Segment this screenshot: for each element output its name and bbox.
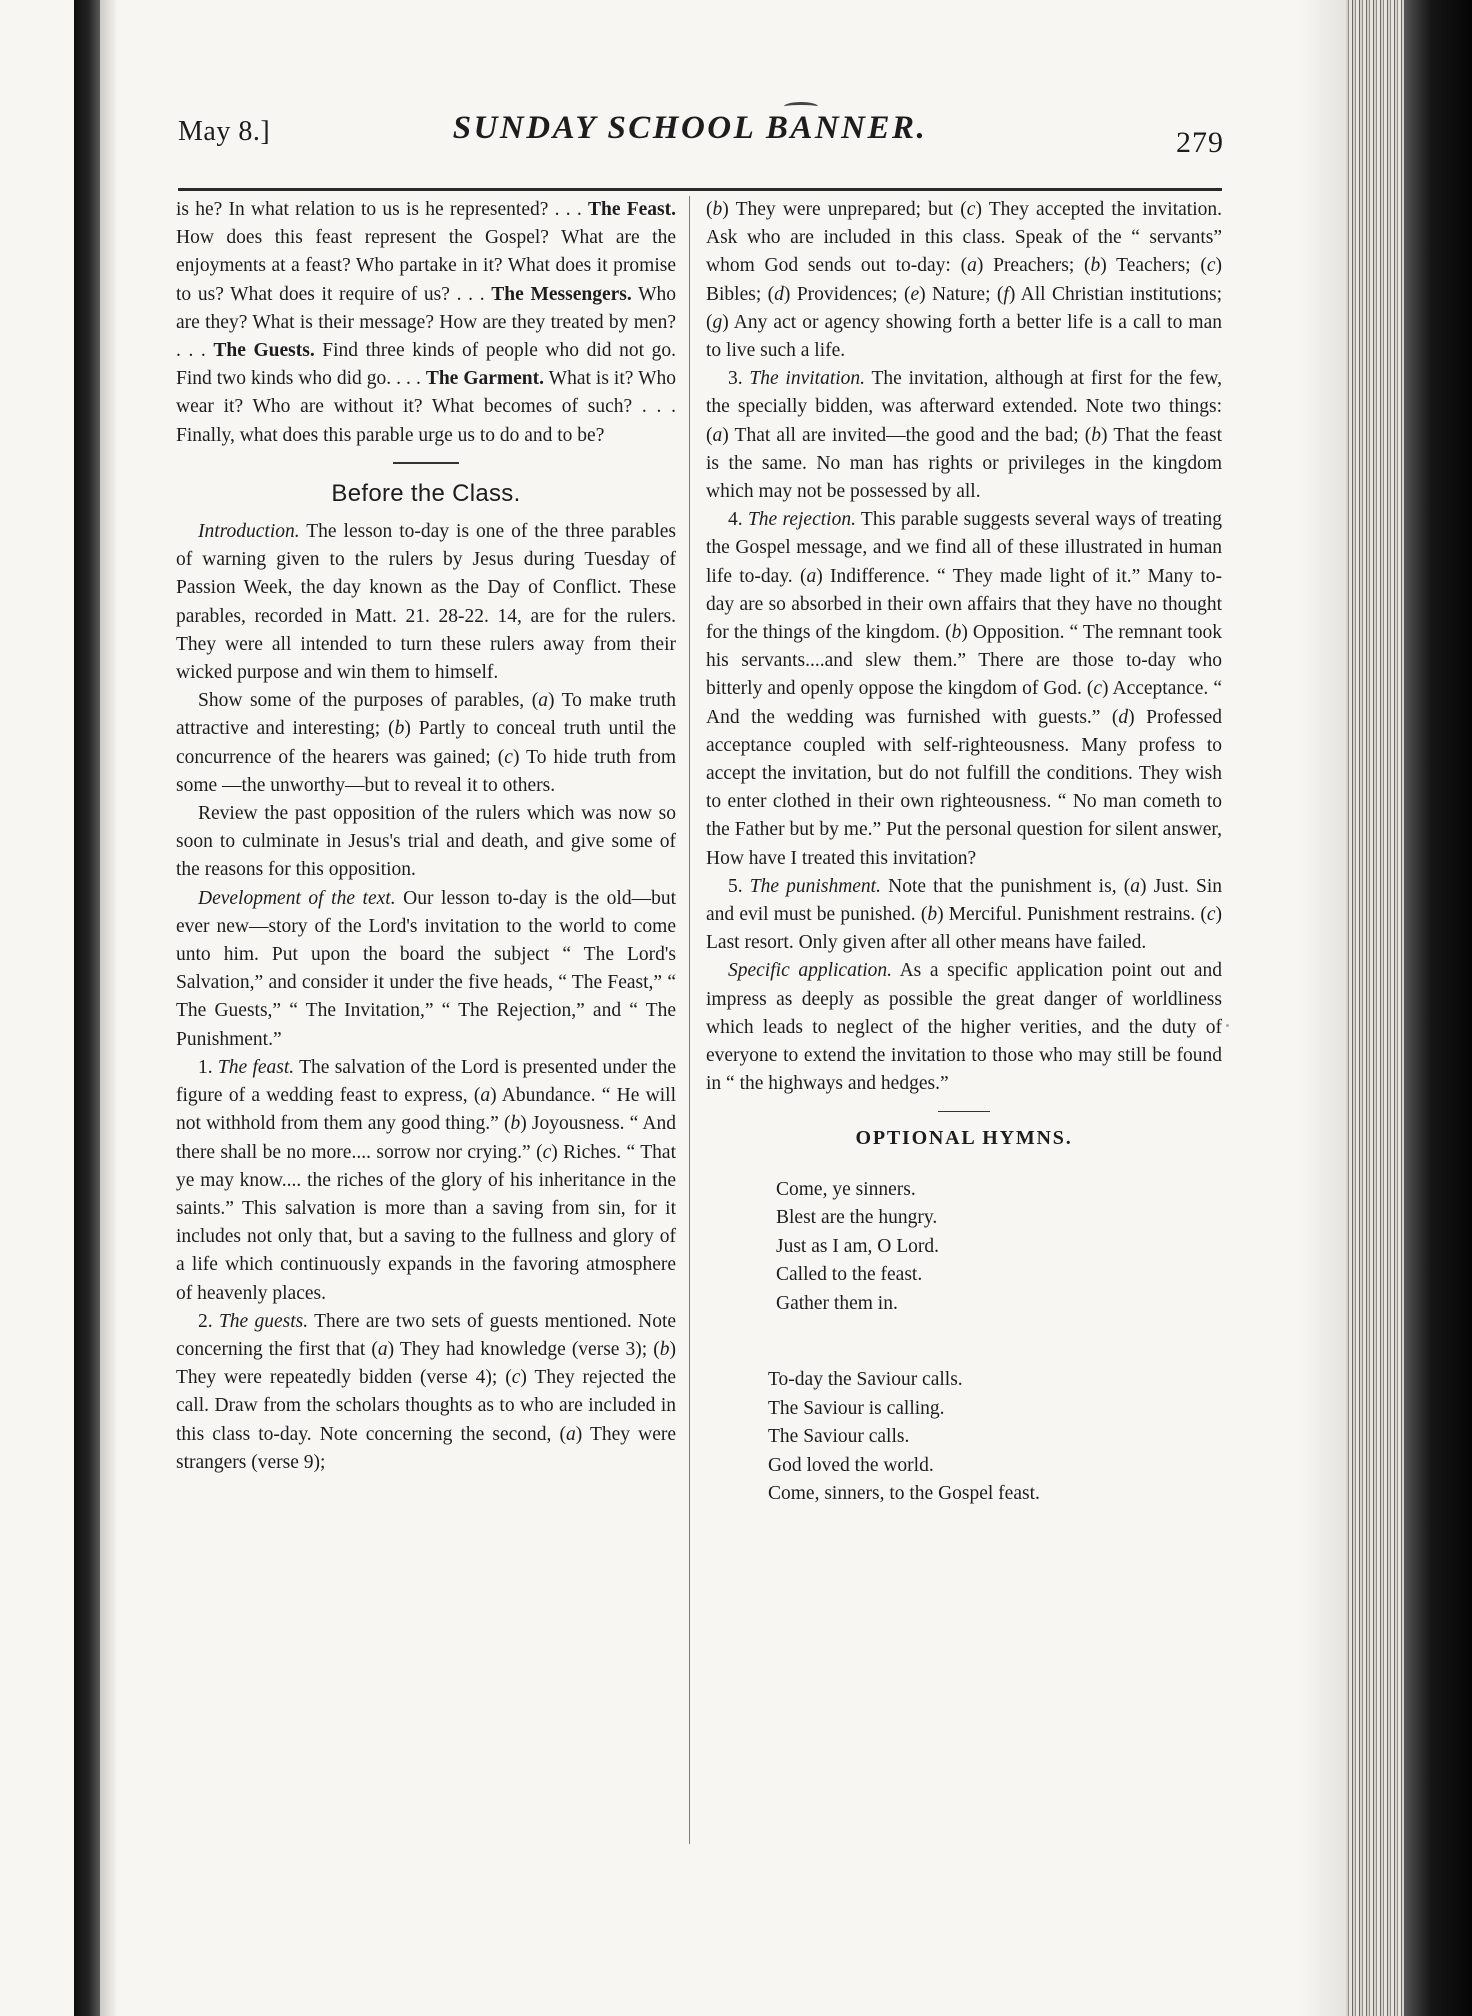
italic-run: c (542, 1141, 552, 1163)
text-run: ) Just. Sin and evil must be punished. ( (706, 875, 1222, 926)
hymn-list-first (776, 1176, 1222, 1319)
introduction-paragraph (176, 518, 676, 687)
left-column (176, 196, 676, 1886)
text-run: 2. (198, 1310, 219, 1332)
hymn-title: Come, sinners, to the Gospel feast. (768, 1483, 1040, 1505)
italic-run: a (712, 424, 723, 446)
italic-run: The rejection. (747, 509, 856, 531)
review-paragraph (176, 800, 676, 885)
text-run: 1. (198, 1056, 218, 1078)
text-run: ) Teachers; ( (1100, 255, 1207, 277)
italic-run: d (1118, 706, 1129, 728)
italic-run: The invitation. (749, 368, 866, 390)
page-number: 279 (1176, 126, 1224, 159)
text-run: The lesson to-day is one of the three parables of warning given to the rulers by Jesus during Tuesday of Passion Week, the day known as the Day of Conflict. These parables, recorded in Matt. 21. 28-22. 14, are for the rulers. They were all intended to turn these rulers away from their wicked purpose and win them to himself. (176, 521, 676, 684)
text-run: ) Indifference. “ They made light of it.” Many to-day are so absorbed in their own affairs that they have no thought for the things of the kingdom. ( (706, 565, 1222, 644)
header-rule (178, 188, 1222, 191)
text-run: ) They were unprepared; but ( (722, 199, 967, 220)
italic-run: The guests. (218, 1310, 309, 1332)
text-run: ) They were strangers (verse 9); (176, 1423, 676, 1473)
text-run: The invitation, although at first for the few, the specially bidden, was afterward extended. Note two things: ( (706, 368, 1222, 446)
text-run: ) They accepted the invitation. Ask who are included in this class. Speak of the “ servants” whom God sends out to-day: ( (706, 199, 1222, 277)
bold-run: The Guests. (213, 340, 315, 362)
text-run: ) To hide truth from some —the unworthy—but to reveal it to others. (176, 746, 676, 796)
text-run: ) Nature; ( (919, 283, 1004, 305)
book-binding-edge (74, 0, 100, 2016)
italic-run: c (504, 746, 513, 768)
page-curl-shadow (1300, 0, 1346, 2016)
issue-date: May 8.] (178, 116, 271, 147)
text-run: What is it? Who wear it? Who are without it? What becomes of such? . . . Finally, what does this parable urge us to do and to be? (176, 368, 676, 446)
hymns-rule (938, 1111, 990, 1112)
bold-run: The Garment. (425, 368, 545, 390)
text-run: ) Providences; ( (783, 283, 911, 305)
hymn-title: To-day the Saviour calls. (768, 1369, 963, 1391)
text-run: Review the past opposition of the rulers which was now so soon to culminate in Jesus's trial and death, and give some of the reasons for this opposition. (176, 803, 676, 881)
text-run: ) Opposition. “ The remnant took his servants....and slew them.” There are those to-day who bitterly and openly oppose the kingdom of God. ( (706, 622, 1222, 700)
stacked-page-edges (1346, 0, 1472, 2016)
italic-run: a (1130, 875, 1140, 897)
italic-run: Development of the text. (198, 887, 396, 909)
italic-run: c (511, 1367, 521, 1389)
bold-run: The Messengers. (491, 283, 632, 305)
italic-run: b (951, 622, 962, 644)
hymn-title: Just as I am, O Lord. (776, 1235, 940, 1257)
italic-run: c (1206, 255, 1216, 277)
italic-run: c (966, 199, 976, 220)
punishment-paragraph (706, 873, 1222, 958)
text-run: ) Joyousness. “ And there shall be no more.... sorrow nor crying.” ( (176, 1113, 676, 1163)
guests-continued-paragraph (706, 196, 1222, 365)
text-run: Our lesson to-day is the old—but ever new—story of the Lord's invitation to the world to come unto him. Put upon the board the subject “ The Lord's Salvation,” and consider it under the five heads, “ The Feast,” “ The Guests,” “ The Invitation,” “ The Rejection,” and “ The Punishment.” (176, 887, 676, 1050)
italic-run: a (377, 1338, 388, 1360)
purposes-paragraph (176, 687, 676, 800)
hymn-title: The Saviour calls. (768, 1426, 910, 1448)
text-run: is he? In what relation to us is he represented? . . . (176, 199, 588, 220)
italic-run: Specific application. (728, 960, 893, 982)
margin-speck (1226, 1024, 1229, 1027)
running-header (178, 108, 1224, 170)
text-run: The salvation of the Lord is presented under the figure of a wedding feast to express, ( (176, 1056, 676, 1107)
text-run: ) Partly to conceal truth until the concurrence of the hearers was gained; ( (176, 718, 676, 768)
hymns-heading: OPTIONAL HYMNS. (855, 1126, 1073, 1149)
italic-run: a (565, 1423, 576, 1445)
development-paragraph (176, 885, 676, 1054)
italic-run: a (480, 1085, 491, 1107)
hymn-title: God loved the world. (768, 1454, 934, 1476)
hymn-title: Come, ye sinners. (776, 1178, 916, 1200)
hymn-title: Called to the feast. (776, 1264, 923, 1286)
text-run: How does this feast represent the Gospel? What are the enjoyments at a feast? Who partake in it? What does it promise to us? What does it require of us? . . . (176, 227, 676, 305)
text-run: ) Any act or agency showing forth a better life is a call to man to live such a life. (706, 311, 1222, 362)
text-run: ) Preachers; ( (976, 255, 1091, 277)
text-run: ) Last resort. Only given after all other means have failed. (706, 904, 1222, 954)
text-run: As a specific application point out and impress as deeply as possible the great danger of worldliness which leads to neglect of the higher verities, and the duty of everyone to extend the invitation to those who may still be found in “ the highways and hedges.” (706, 960, 1222, 1095)
italic-run: e (910, 283, 920, 305)
feast-paragraph (176, 1054, 676, 1308)
italic-run: f (1003, 283, 1009, 305)
text-run: There are two sets of guests mentioned. Note concerning the first that ( (176, 1310, 676, 1360)
hymn-title: Gather them in. (776, 1292, 898, 1314)
text-run: Note that the punishment is, ( (880, 875, 1131, 897)
text-run: ) That the feast is the same. No man has rights or privileges in the kingdom which may not be possessed by all. (706, 424, 1222, 503)
text-run: ) That all are invited—the good and the bad; ( (722, 424, 1092, 446)
text-run: Show some of the purposes of parables, ( (198, 690, 539, 712)
text-run: ) Riches. “ That ye may know.... the riches of the glory of his inheritance in the saints.” This salvation is more than a saving from sin, for it includes not only that, but a saving to the fullness and glory of a life which continuously expands in the favoring atmosphere of heavenly places. (176, 1141, 676, 1304)
text-run: ) All Christian institutions; ( (706, 283, 1222, 333)
text-run: ) They rejected the call. Draw from the scholars thoughts as to who are included in this class to-day. Note concerning the second, ( (176, 1367, 676, 1445)
text-run: ) Acceptance. “ And the wedding was furnished with guests.” ( (706, 678, 1222, 728)
italic-run: b (510, 1113, 521, 1135)
text-run: This parable suggests several ways of treating the Gospel message, and we find all of these illustrated in human life to-day. ( (706, 509, 1222, 587)
hymn-title: Blest are the hungry. (776, 1207, 938, 1229)
invitation-paragraph (706, 365, 1222, 506)
italic-run: b (394, 718, 405, 740)
review-questions (176, 196, 676, 450)
italic-run: c (1206, 904, 1216, 926)
binding-shadow (100, 0, 118, 2016)
text-run: 3. (728, 368, 750, 390)
text-run: ) Abundance. “ He will not withhold from them any good thing.” ( (176, 1085, 676, 1135)
text-run: ) They had knowledge (verse 3); ( (387, 1338, 660, 1360)
hymn-title: The Saviour is calling. (768, 1397, 945, 1419)
text-run: ) They were repeatedly bidden (verse 4); ( (176, 1338, 676, 1389)
text-run: 5. (728, 875, 750, 897)
italic-run: b (1091, 424, 1102, 446)
italic-run: b (712, 199, 723, 220)
text-run: ) Professed acceptance coupled with self-righteousness. Many profess to accept the invitation, but do not fulfill the conditions. They wish to enter clothed in their own righteousness. “ No man cometh to the Father but by me.” Put the personal question for silent answer, How have I treated this invitation? (706, 706, 1222, 869)
italic-run: d (774, 283, 784, 305)
text-run: ) To make truth attractive and interesting; ( (176, 690, 676, 740)
italic-run: a (806, 565, 817, 587)
italic-run: The feast. (217, 1056, 295, 1078)
italic-run: Introduction. (198, 521, 300, 543)
section-heading: Before the Class. (331, 479, 521, 507)
column-divider (689, 196, 690, 1844)
bold-run: The Feast. (587, 199, 676, 220)
italic-run: a (967, 255, 977, 277)
section-rule (393, 462, 459, 464)
text-run: 4. (728, 509, 748, 531)
rejection-paragraph (706, 506, 1222, 873)
right-column (706, 196, 1222, 1886)
text-run: ) Merciful. Punishment restrains. ( (937, 904, 1207, 926)
italic-run: b (1090, 255, 1101, 277)
guests-paragraph (176, 1308, 676, 1477)
text-run: Find three kinds of people who did not go. Find two kinds who did go. . . . (176, 340, 676, 390)
italic-run: a (538, 690, 548, 712)
text-run: ) Bibles; ( (706, 255, 1222, 305)
italic-run: c (1093, 678, 1103, 700)
text-run: ( (706, 199, 713, 220)
publication-title: SUNDAY SCHOOL BANNER. (452, 110, 928, 146)
text-run: Who are they? What is their message? How are they treated by men? . . . (176, 283, 676, 362)
italic-run: The punishment. (749, 875, 881, 897)
italic-run: b (659, 1338, 670, 1360)
italic-run: g (712, 311, 723, 333)
application-paragraph (706, 957, 1222, 1098)
italic-run: b (927, 904, 938, 926)
hymn-list-second (768, 1366, 1222, 1509)
